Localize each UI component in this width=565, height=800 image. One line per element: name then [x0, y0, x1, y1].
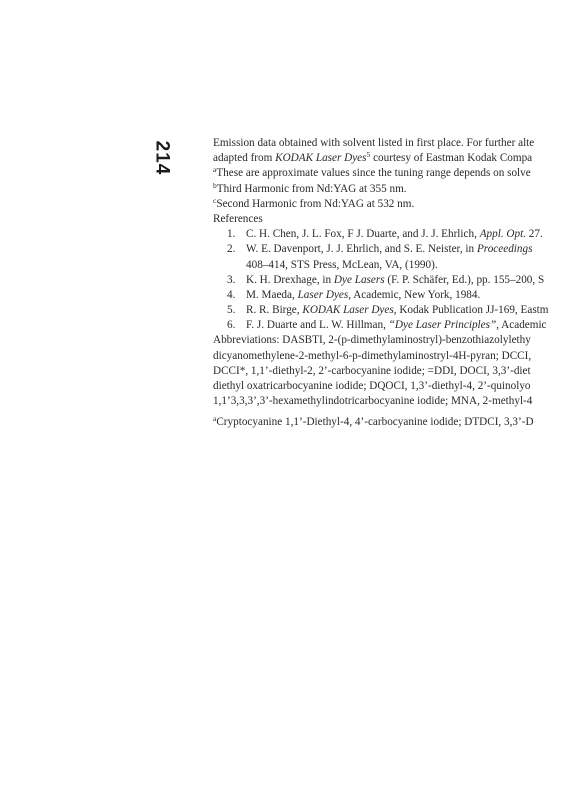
reference-item: 4. M. Maeda, Laser Dyes, Academic, New York, 1984.	[227, 288, 481, 301]
footnote-b: $^b$Third Harmonic from Nd:YAG at 355 nm.	[213, 180, 407, 195]
reference-continuation: 408–414, STS Press, McLean, VA, (1990).	[246, 258, 438, 271]
abbreviations-line: 1,1’3,3,3’,3’-hexamethylindotricarbocyanine iodide; MNA, 2-methyl-4	[213, 395, 533, 408]
abbreviations-line: Abbreviations: DASBTI, 2-(p-dimethylaminostryl)-benzothiazolylethy	[213, 334, 531, 347]
footnote-c: $^c$Second Harmonic from Nd:YAG at 532 nm.	[213, 195, 415, 210]
reference-item: 6. F. J. Duarte and L. W. Hillman, “Dye Laser Principles”, Academic	[227, 319, 547, 332]
table-notes	[213, 136, 565, 431]
reference-item: 2. W. E. Davenport, J. J. Ehrlich, and S. E. Neister, in Proceedings	[227, 243, 533, 256]
reference-item: 1. C. H. Chen, J. L. Fox, F J. Duarte, and J. J. Ehrlich, Appl. Opt. 27.	[227, 228, 543, 241]
references-heading: References	[213, 212, 263, 225]
reference-item: 5. R. R. Birge, KODAK Laser Dyes, Kodak Publication JJ-169, Eastm	[227, 304, 549, 317]
note-line: adapted from KODAK Laser Dyes$^5$ courtesy of Eastman Kodak Compa	[213, 150, 533, 165]
abbreviations-line: diethyl oxatricarbocyanine iodide; DQOCI, 1,3’-diethyl-4, 2’-quinolyo	[213, 380, 531, 392]
page-number	[147, 137, 175, 179]
reference-item: 3. K. H. Drexhage, in Dye Lasers (F. P. Schäfer, Ed.), pp. 155–200, S	[227, 273, 545, 286]
abbreviations-line: dicyanomethylene-2-methyl-6-p-dimethylaminostryl-4H-pyran; DCCI,	[213, 349, 532, 362]
abbreviations-line: DCCI*, 1,1’-diethyl-2, 2’-carbocyanine iodide; =DDI, DOCI, 3,3’-diet	[213, 364, 531, 377]
note-line: Emission data obtained with solvent listed in first place. For further alte	[213, 137, 535, 149]
footnote-a: $^a$These are approximate values since the tuning range depends on solve	[213, 165, 531, 180]
page-number-text: 214	[151, 140, 173, 176]
final-footnote: $^a$Cryptocyanine 1,1’-Diethyl-4, 4’-carbocyanine iodide; DTDCI, 3,3’-D	[213, 414, 534, 429]
